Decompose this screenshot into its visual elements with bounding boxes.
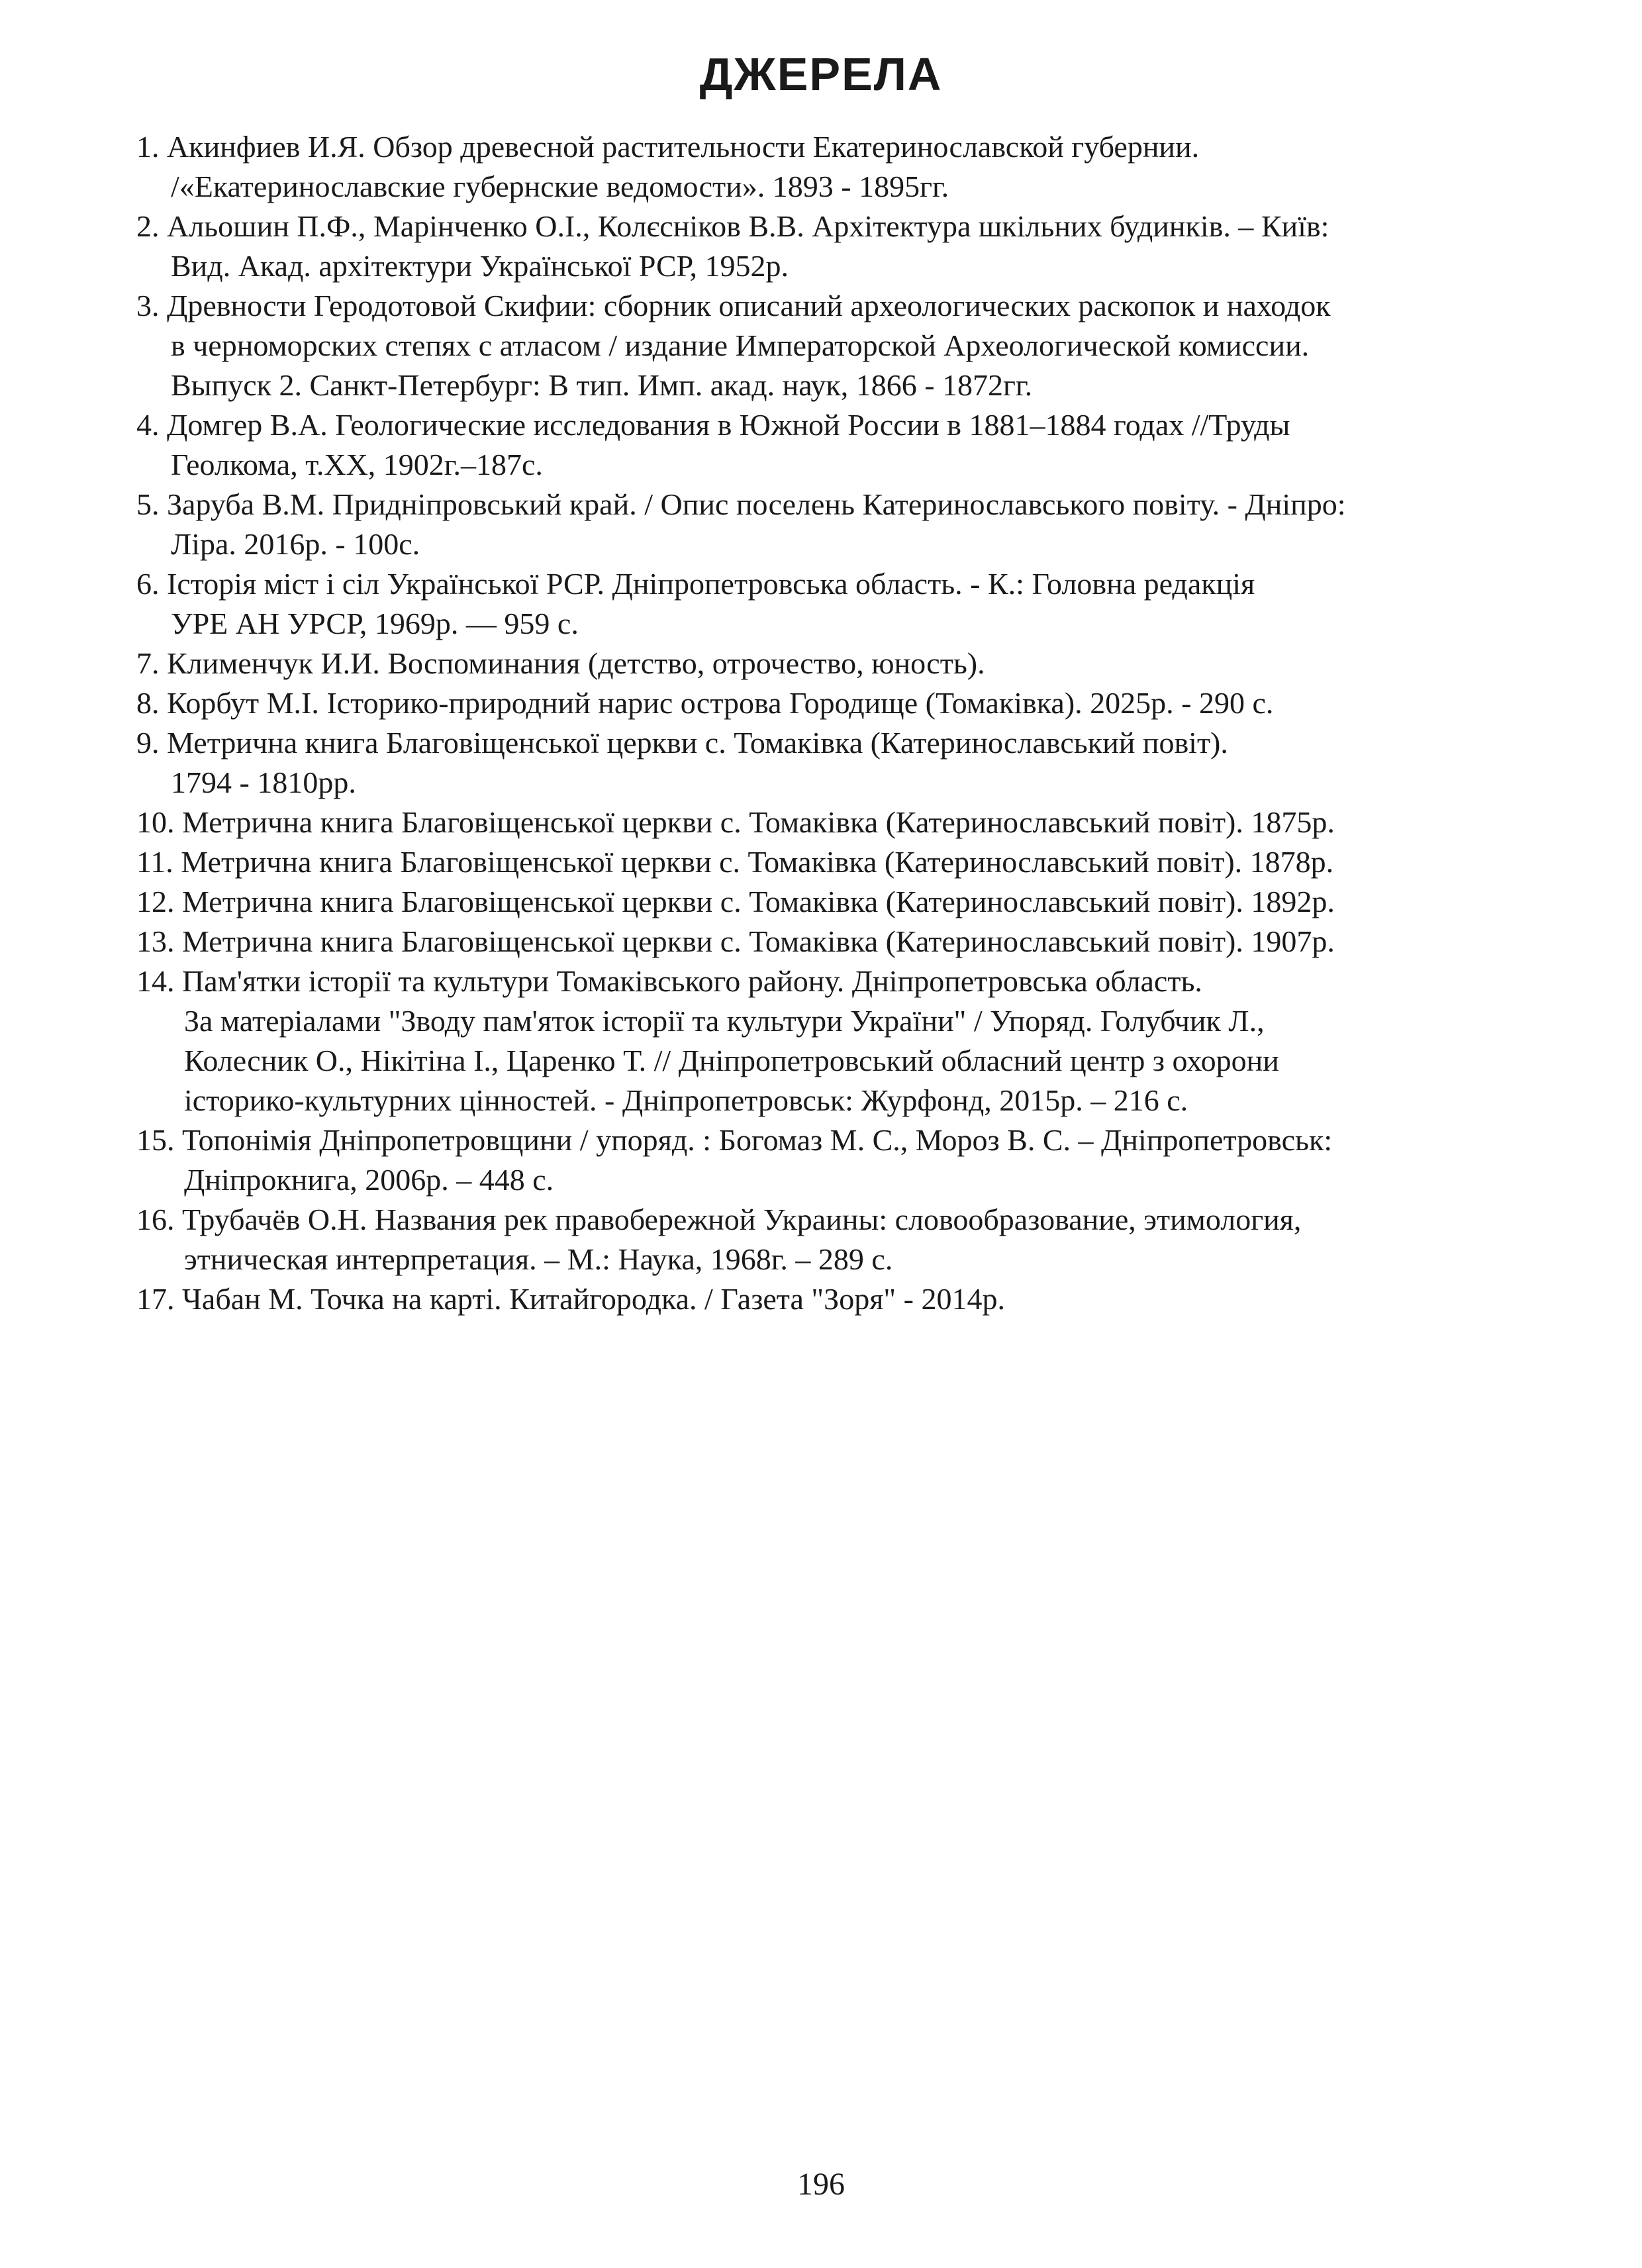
reference-item bbox=[136, 803, 1593, 842]
page-number: 196 bbox=[797, 2167, 845, 2202]
reference-line: 1. Акинфиев И.Я. Обзор древесной растительности Екатеринославской губернии. bbox=[136, 130, 1200, 164]
page-title: ДЖЕРЕЛА bbox=[699, 48, 943, 100]
reference-continuation-line: Геолкома, т.XX, 1902г.–187с. bbox=[171, 448, 543, 481]
reference-item bbox=[136, 644, 1593, 683]
reference-line: 10. Метрична книга Благовіщенської церкви с. Томаківка (Катеринославський повіт). 1875р. bbox=[136, 805, 1335, 839]
reference-continuation-line: УРЕ АН УРСР, 1969р. — 959 с. bbox=[171, 607, 579, 640]
reference-continuation-line: історико-культурних цінностей. - Дніпропетровськ: Журфонд, 2015р. – 216 с. bbox=[184, 1083, 1188, 1117]
reference-item bbox=[136, 1279, 1593, 1319]
reference-line: 8. Корбут М.І. Історико-природний нарис острова Городище (Томаківка). 2025р. - 290 с. bbox=[136, 686, 1274, 720]
reference-item bbox=[136, 127, 1593, 207]
reference-line: 12. Метрична книга Благовіщенської церкви с. Томаківка (Катеринославський повіт). 1892р. bbox=[136, 885, 1335, 918]
reference-continuation-line: Дніпрокнига, 2006р. – 448 с. bbox=[184, 1163, 554, 1197]
reference-item bbox=[136, 485, 1593, 564]
reference-continuation-line: в черноморских степях с атласом / издание Императорской Археологической комиссии. bbox=[171, 328, 1310, 362]
reference-item bbox=[136, 961, 1593, 1120]
reference-line: 3. Древности Геродотовой Скифии: сборник описаний археологических раскопок и находок bbox=[136, 289, 1331, 322]
reference-item bbox=[136, 1200, 1593, 1279]
reference-item bbox=[136, 882, 1593, 922]
reference-item bbox=[136, 842, 1593, 882]
reference-line: 6. Історія міст і сіл Української РСР. Дніпропетровська область. - К.: Головна редакція bbox=[136, 567, 1255, 601]
reference-line: 4. Домгер В.А. Геологические исследования в Южной России в 1881–1884 годах //Труды bbox=[136, 408, 1290, 442]
reference-item bbox=[136, 207, 1593, 286]
reference-continuation-line: Колесник О., Нікітіна І., Царенко Т. // Дніпропетровський обласний центр з охорони bbox=[184, 1044, 1279, 1077]
reference-item bbox=[136, 405, 1593, 485]
reference-continuation-line: Вид. Акад. архітектури Української РСР, 1952р. bbox=[171, 249, 789, 283]
reference-line: 15. Топонімія Дніпропетровщини / упоряд. : Богомаз М. С., Мороз В. С. – Дніпропетровськ: bbox=[136, 1123, 1333, 1157]
reference-line: 14. Пам'ятки історії та культури Томаківського району. Дніпропетровська область. bbox=[136, 964, 1202, 998]
reference-continuation-line: Выпуск 2. Санкт-Петербург: В тип. Имп. акад. наук, 1866 - 1872гг. bbox=[171, 368, 1033, 402]
reference-item bbox=[136, 922, 1593, 961]
reference-line: 17. Чабан М. Точка на карті. Китайгородка. / Газета "Зоря" - 2014р. bbox=[136, 1282, 1005, 1316]
reference-line: 2. Альошин П.Ф., Марінченко О.І., Колєсніков В.В. Архітектура шкільних будинків. – Київ: bbox=[136, 209, 1329, 243]
reference-line: 5. Заруба В.М. Придніпровський край. / Опис поселень Катеринославського повіту. - Дніпро: bbox=[136, 487, 1346, 521]
reference-continuation-line: Ліра. 2016р. - 100с. bbox=[171, 527, 420, 561]
reference-item bbox=[136, 564, 1593, 644]
reference-continuation-line: этническая интерпретация. – М.: Наука, 1968г. – 289 с. bbox=[184, 1242, 893, 1276]
reference-line: 9. Метрична книга Благовіщенської церкви с. Томаківка (Катеринославський повіт). bbox=[136, 726, 1228, 760]
reference-item bbox=[136, 683, 1593, 723]
reference-line: 16. Трубачёв О.Н. Названия рек правобережной Украины: словообразование, этимология, bbox=[136, 1203, 1302, 1236]
reference-item bbox=[136, 1120, 1593, 1200]
reference-continuation-line: За матеріалами "Зводу пам'яток історії та культури України" / Упоряд. Голубчик Л., bbox=[184, 1004, 1265, 1038]
reference-continuation-line: /«Екатеринославские губернские ведомости». 1893 - 1895гг. bbox=[171, 170, 949, 203]
reference-line: 13. Метрична книга Благовіщенської церкви с. Томаківка (Катеринославський повіт). 1907р. bbox=[136, 924, 1335, 958]
reference-item bbox=[136, 286, 1593, 405]
references-list bbox=[136, 127, 1593, 1319]
reference-line: 11. Метрична книга Благовіщенської церкви с. Томаківка (Катеринославський повіт). 1878р. bbox=[136, 845, 1334, 879]
reference-item bbox=[136, 723, 1593, 803]
reference-line: 7. Клименчук И.И. Воспоминания (детство, отрочество, юность). bbox=[136, 646, 985, 680]
reference-continuation-line: 1794 - 1810рр. bbox=[171, 765, 356, 799]
